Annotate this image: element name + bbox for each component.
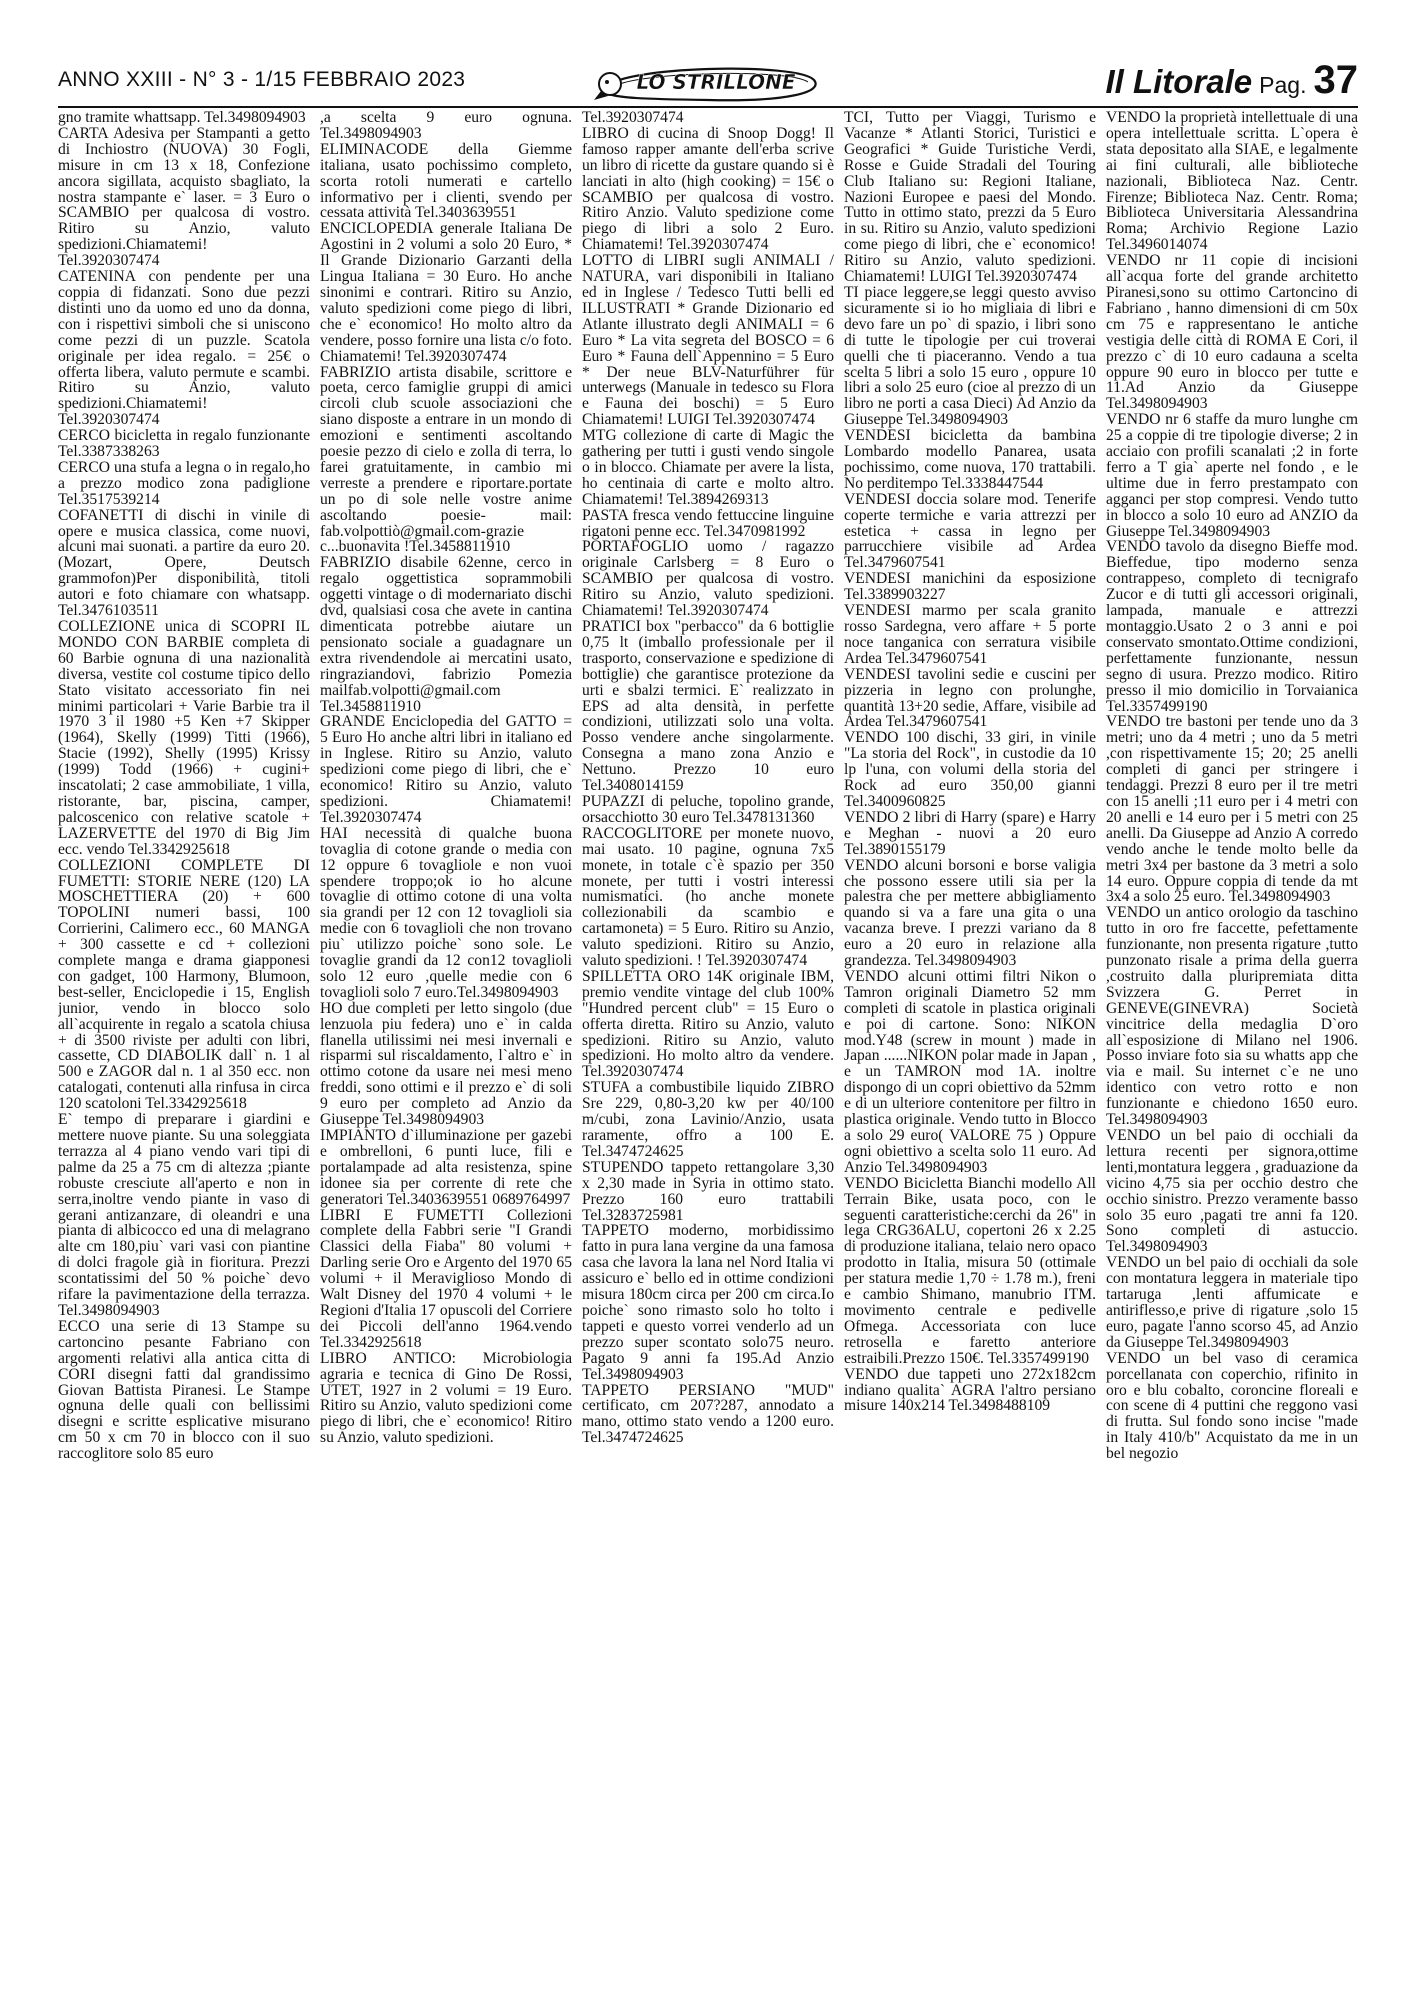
classified-ad: FABRIZIO disabile 62enne, cerco in regalo oggettistica soprammobili oggetti vintage o di modernariato dischi dvd, qualsiasi cosa che avete in cantina dimenticata potrebbe aiutare un pensionato sociale a guadagnare un extra rivendendole ai mercatini usato, ringraziandovi, fabrizio Pomezia mailfab.volpotti@gmail.com Tel.3458811910 bbox=[320, 554, 572, 715]
classified-ad: PUPAZZI di peluche, topolino grande, orsacchiotto 30 euro Tel.3478131360 bbox=[582, 792, 834, 826]
classified-ad: VENDO 100 dischi, 33 giri, in vinile "La storia del Rock", in custodie da 10 lp l'una, con volumi della storia del Rock ad euro 350,00 gianni Tel.3400960825 bbox=[844, 729, 1096, 810]
classified-ad: ,a scelta 9 euro ognuna. Tel.3498094903 bbox=[320, 110, 572, 142]
classified-ad: TAPPETO moderno, morbidissimo fatto in pura lana vergine da una famosa casa che lavora la lana nel Nord Italia vi assicuro e` bello ed in ottime condizioni misura 180cm circa per 200 cm circa.Io poiche` sono rimasto solo ho tolto i tappeti e questo vorrei venderlo ad un prezzo super scontato solo75 neuro. Pagato 9 anni fa 195.Ad Anzio Tel.3498094903 bbox=[582, 1222, 834, 1383]
classified-ad: VENDO nr 11 copie di incisioni all`acqua forte del grande architetto Piranesi,sono su ottimo Cartoncino di Fabriano , hanno dimensioni di cm 50x cm 75 e rappresentano le antiche vestigia delle città di ROMA E Cori, il prezzo c` di 10 euro cadauna a scelta oppure 90 euro in blocco per tutte e 11.Ad Anzio da Giuseppe Tel.3498094903 bbox=[1106, 252, 1358, 413]
classified-ad: VENDO la proprietà intellettuale di una opera intellettuale scritta. L`opera è stata depositato alla SIAE, e legalmente ai fini culturali, alle biblioteche nazionali, Biblioteca Naz. Centr. Firenze; Biblioteca Naz. Centr. Roma; Biblioteca Universitaria Alessandrina Roma; Archivio Regione Lazio Tel.3496014074 bbox=[1106, 110, 1358, 254]
classified-ad: ENCICLOPEDIA generale Italiana De Agostini in 2 volumi a solo 20 Euro, * Il Grande Dizionario Garzanti della Lingua Italiana = 30 Euro. Ho anche sinonimi e contrari. Ritiro su Anzio, valuto spedizioni come piego di libri, che e` economico! Ho molto altro da vendere, posso fornire una lista c/o foto. Chiamatemi! Tel.3920307474 bbox=[320, 220, 572, 365]
classified-ad: VENDO Bicicletta Bianchi modello All Terrain Bike, usata poco, con le seguenti caratteristiche:cerchi da 26" in lega CRG36ALU, copertoni 26 x 2.25 di produzione italiana, telaio nero opaco prodotto in Italia, misura 50 (ottimale per statura medie 1,70 ÷ 1.78 m.), freni e cambio Shimano, manubrio ITM. movimento centrale e pedivelle Ofmega. Accessoriata con luce retrosella e faretto anteriore estraibili.Prezzo 150€. Tel.3357499190 bbox=[844, 1174, 1096, 1367]
classified-ad: TAPPETO PERSIANO "MUD" certificato, cm 207?287, annodato a mano, ottimo stato vendo a 1200 euro. Tel.3474724625 bbox=[582, 1381, 834, 1447]
classified-ad: VENDO un bel vaso di ceramica porcellanata con coperchio, rifinito in oro e blu cobalto, coroncine floreali e con scene di 4 puttini che reggono vasi di frutta. Sul fondo sono incise "made in Italy 410/b" Acquistato da me in un bel negozio bbox=[1106, 1349, 1358, 1463]
classified-ad: COLLEZIONI COMPLETE DI FUMETTI: STORIE NERE (120) LA MOSCHETTIERA (20) + 600 TOPOLINI numeri bassi, 100 Corrierini, Calimero ecc., 60 MANGA + 300 cassette e cd + collezioni complete manga e drama giapponesi con gadget, 100 Harmony, Blumoon, best-seller, Enciclopedie i 15, English junior, vendo in blocco solo all`acquirente in regalo a scatola chiusa + di 3500 riviste per adulti con libri, cassette, CD DIABOLIK dall` n. 1 al 500 e ZAGOR dal n. 1 al 350 ecc. non catalogati, contenuti alla rinfusa in circa 120 scatoloni Tel.3342925618 bbox=[58, 856, 310, 1113]
classified-ad: PRATICI box "perbacco" da 6 bottiglie 0,75 lt (imballo professionale per il trasporto, conservazione e spedizione di bottiglie) che garantisce protezione da urti e sbalzi termici. E` realizzato in EPS ad alta densità, in perfette condizioni, utilizzati solo una volta. Posso vendere anche singolarmente. Consegna a mano zona Anzio e Nettuno. Prezzo 10 euro Tel.3408014159 bbox=[582, 618, 834, 795]
classified-ad: VENDO un bel paio di occhiali da sole con montatura leggera in materiale tipo tartaruga ,lenti affumicate e antiriflesso,e prive di rigature ,solo 15 euro, pagate l'anno scorso 45, ad Anzio da Giuseppe Tel.3498094903 bbox=[1106, 1254, 1358, 1351]
page-label: Pag. bbox=[1259, 72, 1307, 98]
column-1 bbox=[58, 110, 310, 1972]
classified-ad: CARTA Adesiva per Stampanti a getto di Inchiostro (NUOVA) 30 Fogli, misure in cm 13 x 18, Confezione ancora sigillata, acquisto sbagliato, la nostra stampante e` laser. = 3 Euro o SCAMBIO per qualcosa di vostro. Ritiro su Anzio, valuto spedizioni.Chiamatemi! Tel.3920307474 bbox=[58, 124, 310, 270]
classifieds-columns bbox=[58, 110, 1358, 1972]
classified-ad: LIBRI E FUMETTI Collezioni complete della Fabbri serie "I Grandi Classici della Fiaba" 80 volumi + Darling serie Oro e Argento del 1970 65 volumi + il Meraviglioso Mondo di Walt Disney del 1970 4 volumi + le Regioni d'Italia 17 opuscoli del Corriere dei Piccoli dell'anno 1964.vendo Tel.3342925618 bbox=[320, 1206, 572, 1351]
classified-ad: TI piace leggere,se leggi questo avviso sicuramente si io ho migliaia di libri e devo fare un po` di spazio, i libri sono di tutte le tipologie per cui troverai quelli che ti piaceranno. Vendo a tua scelta 5 libri a solo 15 euro , oppure 10 libri a solo 25 euro (cioe al prezzo di un libro ne porti a casa Dieci) Ad Anzio da Giuseppe Tel.3498094903 bbox=[844, 283, 1096, 429]
classified-ad: SPILLETTA ORO 14K originale IBM, premio vendite vintage del club 100% "Hundred percent club" = 15 Euro o offerta diretta. Ritiro su Anzio, valuto spedizioni. Ritiro su Anzio, valuto spedizioni. Ho molto altro da vendere. Tel.3920307474 bbox=[582, 967, 834, 1081]
classified-ad: PASTA fresca vendo fettuccine linguine rigatoni penne ecc. Tel.3470981992 bbox=[582, 506, 834, 540]
column-5 bbox=[1106, 110, 1358, 1972]
classified-ad: LIBRO di cucina di Snoop Dogg! Il famoso rapper amante dell'erba scrive un libro di ricette da gustare quando si è lanciati in alto (high cooking) = 15€ o SCAMBIO per qualcosa di vostro. Ritiro Anzio. Valuto spedizione come piego di libri a solo 2 Euro. Chiamatemi! Tel.3920307474 bbox=[582, 124, 834, 254]
classified-ad: VENDESI manichini da esposizione Tel.3389903227 bbox=[844, 570, 1096, 604]
page-number: 37 bbox=[1313, 58, 1358, 102]
classified-ad: gno tramite whattsapp. Tel.3498094903 bbox=[58, 110, 306, 126]
classified-ad: ELIMINACODE della Giemme italiana, usato pochissimo completo, scorta rotoli numerati e cartello informativo per i clienti, svendo per cessata attività Tel.3403639551 bbox=[320, 140, 572, 222]
classified-ad: VENDO un bel paio di occhiali da lettura recenti per signora,ottime lenti,montatura leggera , graduazione da vicino 4,75 sia per occhio destro che occhio sinistro. Prezzo veramente basso solo 35 euro ,pagati tre anni fa 120. Sono completi di astuccio. Tel.3498094903 bbox=[1106, 1127, 1358, 1256]
column-3 bbox=[582, 110, 834, 1972]
classified-ad: VENDO tavolo da disegno Bieffe mod. Bieffedue, tipo moderno senza contrappeso, completo di tecnigrafo Zucor e di tutti gli accessori originali, lampada, manuale e attrezzi montaggio.Usato 2 o 3 anni e poi conservato smontato.Ottime condizioni, perfettamente funzionante, nessun segno di usura. Prezzo modico. Ritiro presso il mio domicilio in Torvaianica Tel.3357499190 bbox=[1106, 538, 1358, 715]
classified-ad: VENDO 2 libri di Harry (spare) e Harry e Meghan - nuovi a 20 euro Tel.3890155179 bbox=[844, 808, 1096, 858]
classified-ad: VENDESI tavolini sedie e cuscini per pizzeria in legno con prolunghe, quantità 13+20 sedie, Affare, visibile ad Ardea Tel.3479607541 bbox=[844, 665, 1096, 731]
classified-ad: COFANETTI di dischi in vinile di opere e musica classica, come nuovi, alcuni mai suonati. a partire da euro 20. (Mozart, Opere, Deutsch grammofon)Per disponibilità, titoli autori e foto chiamare con whatsapp. Tel.3476103511 bbox=[58, 506, 310, 620]
classified-ad: VENDO un antico orologio da taschino tutto in oro fre faccette, pefettamente funzionante, non presenta rigature ,tutto punzonato risale a prima della guerra ,costruito dalla pluripremiata ditta Svizzera G. Perret in GENEVE(GINEVRA) Società vincitrice della medaglia D`oro all`esposizione di Milano nel 1906. Posso inviare foto sia su whatts app che via e mail. Su internet c`e ne uno identico con vetro rotto e non funzionante e chiedono 1650 euro. Tel.3498094903 bbox=[1106, 904, 1358, 1129]
classified-ad: MTG collezione di carte di Magic the gathering per tutti i gusti vendo singole o in blocco. Chiamate per avere la lista, ho centinaia di carte e molto altro. Chiamatemi! Tel.3894269313 bbox=[582, 427, 834, 508]
column-4 bbox=[844, 110, 1096, 1972]
classified-ad: CERCO bicicletta in regalo funzionante Tel.3387338263 bbox=[58, 427, 310, 461]
classified-ad: STUFA a combustibile liquido ZIBRO Sre 229, 0,80-3,20 kw per 40/100 m/cubi, zona Lavinio/Anzio, usata raramente, offro a 100 E. Tel.3474724625 bbox=[582, 1079, 834, 1160]
issue-line: ANNO XXIII - N° 3 - 1/15 FEBBRAIO 2023 bbox=[58, 68, 466, 91]
classified-ad: Tel.3920307474 bbox=[582, 110, 684, 126]
classified-ad: VENDO nr 6 staffe da muro lunghe cm 25 a coppie di tre tipologie diverse; 2 in acciaio con profili scanalati ;2 in forte ferro a T gia` aperte nel fondo , e le ultime due in ferro prestampato con agganci per stop compresi. Vendo tutto in blocco a solo 10 euro ad ANZIO da Giuseppe Tel.3498094903 bbox=[1106, 411, 1358, 540]
classified-ad: E` tempo di preparare i giardini e mettere nuove piante. Su una soleggiata terrazza al 4 piano vendo vari tipi di palme da 25 a 75 cm di altezza ;piante robuste cresciute all'aperto e non in serra,inoltre vendo piante in vaso di gerani antizanzare, di oleandri e una pianta di albicocco ed una di melagrano alte cm 180,piu` vari vasi con piantine di dolci fragole già in fioritura. Prezzi scontatissimi del 50 % poiche` devo rifare la pavimentazione della terrazza. Tel.3498094903 bbox=[58, 1111, 310, 1319]
classified-ad: ECCO una serie di 13 Stampe su cartoncino pesante Fabriano con argomenti relativi alla antica citta di CORI disegni fatti dal grandissimo Giovan Battista Piranesi. Le Stampe ognuna delle quali con bellissimi disegni e scritte esplicative misurano cm 50 x cm 70 in blocco con il suo raccoglitore solo 85 euro bbox=[58, 1317, 310, 1463]
publication-name: Il Litorale bbox=[1105, 63, 1253, 100]
classified-ad: IMPIANTO d`illuminazione per gazebi e ombrelloni, 6 punti luce, fili e portalampade ad alta resistenza, spine idonee sia per corrente di rete che generatori Tel.3403639551 0689764997 bbox=[320, 1127, 572, 1208]
classified-ad: GRANDE Enciclopedia del GATTO = 5 Euro Ho anche altri libri in italiano ed in Inglese. Ritiro su Anzio, valuto spedizioni come piego di libri, che e` economico! Ritiro su Anzio, valuto spedizioni. Chiamatemi! Tel.3920307474 bbox=[320, 713, 572, 826]
classified-ad: LIBRO ANTICO: Microbiologia agraria e tecnica di Gino De Rossi, UTET, 1927 in 2 volumi = 19 Euro. Ritiro su Anzio, valuto spedizioni come piego di libri, che e` economico! Ritiro su Anzio, valuto spedizioni. bbox=[320, 1349, 572, 1447]
classified-ad: VENDESI marmo per scala granito rosso Sardegna, vero affare + 5 porte noce tanganica con serratura visibile Ardea Tel.3479607541 bbox=[844, 602, 1096, 667]
logo-text: LO STRILLONE bbox=[636, 70, 796, 94]
classified-ad: STUPENDO tappeto rettangolare 3,30 x 2,30 made in Syria in ottimo stato. Prezzo 160 euro trattabili Tel.3283725981 bbox=[582, 1158, 834, 1224]
classified-ad: LOTTO di LIBRI sugli ANIMALI / NATURA, vari disponibili in Italiano ed in Inglese / Tedesco Tutti belli ed ILLUSTRATI * Grande Dizionario ed Atlante illustrato degli ANIMALI = 6 Euro * La vita segreta del BOSCO = 6 Euro * Fauna dell`Appennino = 5 Euro * Der neue BLV-Naturführer für unterwegs (Manuale in tedesco su Flora e Fauna dei boschi) = 5 Euro Chiamatemi! LUIGI Tel.3920307474 bbox=[582, 252, 834, 429]
column-2 bbox=[320, 110, 572, 1972]
masthead bbox=[1105, 58, 1358, 103]
classified-ad: VENDESI bicicletta da bambina Lombardo modello Panarea, usata pochissimo, come nuova, 170 trattabili. No perditempo Tel.3338447544 bbox=[844, 427, 1096, 492]
classified-ad: RACCOGLITORE per monete nuovo, mai usato. 10 pagine, ognuna 7x5 monete, in totale c`è spazio per 350 monete, per tutti i vostri interessi numismatici. (ho anche monete collezionabili da scambio e cartamoneta) = 5 Euro. Ritiro su Anzio, valuto spedizioni. Ritiro su Anzio, valuto spedizioni. ! Tel.3920307474 bbox=[582, 824, 834, 970]
classified-ad: VENDO due tappeti uno 272x182cm indiano qualita` AGRA l'altro persiano misure 140x214 Tel.3498488109 bbox=[844, 1365, 1096, 1415]
page-header bbox=[58, 58, 1358, 108]
classified-ad: CATENINA con pendente per una coppia di fidanzati. Sono due pezzi distinti uno da uomo ed uno da donna, con i rispettivi simboli che si uniscono come pezzi di un puzzle. Scatola originale per idea regalo. = 25€ o offerta libera, valuto permute e scambi. Ritiro su Anzio, valuto spedizioni.Chiamatemi! Tel.3920307474 bbox=[58, 268, 310, 429]
classified-ad: VENDO alcuni ottimi filtri Nikon o Tamron originali Diametro 52 mm completi di scatole in plastica originali e poi di cartone. Sono: NIKON mod.Y48 (screw in mount ) made in Japan ......NIKON polar made in Japan , e un TAMRON mod 1A. inoltre dispongo di un copri obiettivo da 52mm e di un ulteriore contenitore per filtro in plastica originale. Vendo tutto in Blocco a solo 29 euro( VALORE 75 ) Oppure ogni obiettivo a scelta solo 11 euro. Ad Anzio Tel.3498094903 bbox=[844, 967, 1096, 1176]
classified-ad: VENDO tre bastoni per tende uno da 3 metri; uno da 4 metri ; uno da 5 metri ,con rispettivamente 15; 20; 25 anelli completi di ganci per stringere i tendaggi. Prezzi 8 euro per il tre metri con 15 anelli ;11 euro per i 4 metri con 20 anelli e 14 euro per i 5 metri con 25 anelli. Da Giuseppe ad Anzio A corredo vendo anche le tende molto belle da metri 3x4 per bastone da 3 metri a solo 14 euro. Oppure coppia di tende da mt 3x4 a solo 25 euro. Tel.3498094903 bbox=[1106, 713, 1358, 906]
classified-ad: HAI necessità di qualche buona tovaglia di cotone grande o media con 12 oppure 6 tovagliole e non vuoi spendere troppo;ok io ho alcune tovaglie di ottimo cotone di una volta sia grandi per 12 con 12 tovaglioli sia medie con 6 tovaglioli che non trovano piu` utilizzo poiche` sono sole. Le tovaglie grandi da 12 con12 tovaglioli solo 12 euro ,quelle medie con 6 tovaglioli solo 7 euro.Tel.3498094903 bbox=[320, 824, 572, 1001]
classified-ad: VENDO alcuni borsoni e borse valigia che possono essere utili sia per la palestra che per mettere abbigliamento quando si va a fare una gita o una vacanza breve. I prezzi variano da 8 euro a 20 euro in relazione alla grandezza. Tel.3498094903 bbox=[844, 856, 1096, 970]
classified-ad: TCI, Tutto per Viaggi, Turismo e Vacanze * Atlanti Storici, Turistici e Geografici * Guide Turistiche Verdi, Rosse e Guide Stradali del Touring Club Italiano su: Regioni Italiane, Nazioni Europee e paesi del Mondo. Tutto in ottimo stato, prezzi da 5 Euro in su. Ritiro su Anzio, valuto spedizioni come piego di libri, che e` economico! Ritiro su Anzio, valuto spedizioni. Chiamatemi! LUIGI Tel.3920307474 bbox=[844, 110, 1096, 286]
strillone-logo bbox=[588, 58, 828, 104]
classified-ad: CERCO una stufa a legna o in regalo,ho a prezzo modico zona padiglione Tel.3517539214 bbox=[58, 458, 310, 508]
header-rule bbox=[58, 106, 1358, 108]
classified-ad: HO due completi per letto singolo (due lenzuola piu federa) uno e` in calda flanella utilissimi nei mesi invernali e risparmi sul riscaldamento, l`altro e` in ottimo cotone da usare nei mesi meno freddi, sono ottimi e il prezzo e` di soli 9 euro per completo ad Anzio da Giuseppe Tel.3498094903 bbox=[320, 999, 572, 1129]
classified-ad: FABRIZIO artista disabile, scrittore e poeta, cerco famiglie gruppi di amici circoli club scuole associazioni che siano disposte a entrare in un mondo di emozioni e sentimenti ascoltando poesie pezzo di cielo e zolla di terra, lo farei gratuitamente, in cambio mi verreste a prendere e riportare.portate un po di sole nelle vostre anime ascoltando poesie- mail: fab.volpottiò@gmail.com-grazie c...buonavita !Tel.3458811910 bbox=[320, 363, 572, 556]
classified-ad: COLLEZIONE unica di SCOPRI IL MONDO CON BARBIE completa di 60 Barbie ognuna di una nazionalità diversa, vestite col costume tipico dello Stato visitato accessoriato fin nei minimi particolari + Varie Barbie tra il 1970 3 il 1980 +5 Ken +7 Skipper (1964), Skelly (1999) Titti (1966), Stacie (1992), Shelly (1995) Krissy (1999) Todd (1966) + cugini+ inscatolati; 2 case ammobiliate, 1 villa, ristorante, bar, piscina, camper, palcoscenico con relative scatole + LAZERVETTE del 1970 di Big Jim ecc. vendo Tel.3342925618 bbox=[58, 618, 310, 858]
classified-ad: PORTAFOGLIO uomo / ragazzo originale Carlsberg = 8 Euro o SCAMBIO per qualcosa di vostro. Ritiro su Anzio, valuto spedizioni. Chiamatemi! Tel.3920307474 bbox=[582, 538, 834, 620]
classified-ad: VENDESI doccia solare mod. Tenerife coperte termiche e varia attrezzi per estetica + cassa in legno per parrucchiere visibile ad Ardea Tel.3479607541 bbox=[844, 490, 1096, 572]
